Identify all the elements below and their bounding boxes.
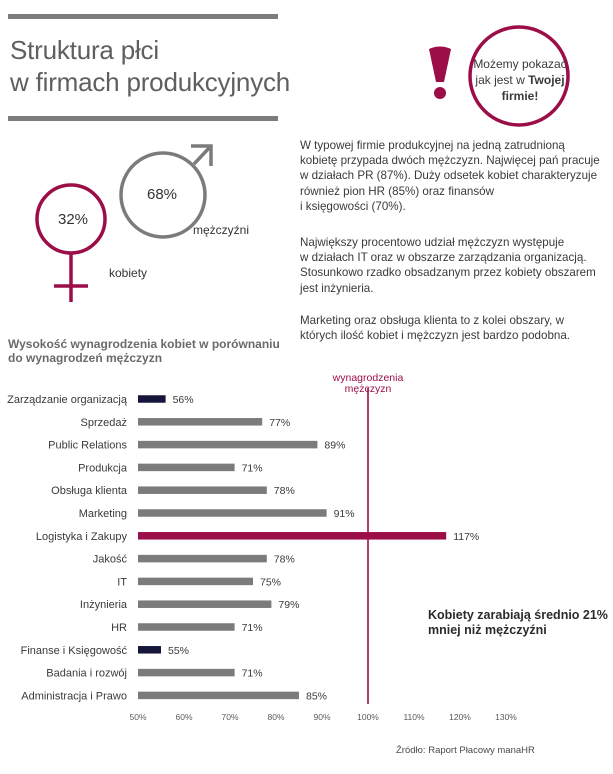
category-label: Inżynieria [79, 599, 127, 612]
category-label: Jakość [92, 553, 127, 566]
chart-heading-line2: do wynagrodzeń mężczyzn [8, 351, 163, 365]
paragraph-3-line: Marketing oraz obsługa klienta to z kolei obszary, w [300, 314, 564, 327]
category-label: Obsługa klienta [51, 485, 127, 498]
paragraph-1-line: i księgowości (70%). [300, 199, 406, 213]
paragraph-3 [300, 313, 600, 343]
bar-value-label: 91% [333, 508, 355, 520]
bar [138, 600, 271, 608]
paragraph-2 [300, 235, 600, 296]
bar [138, 509, 327, 517]
callout-line2-bold: Twojej [528, 73, 565, 87]
bar [138, 623, 235, 631]
callout-line3-bold: firmie! [501, 89, 539, 103]
paragraph-3-line: których ilość kobiet i mężczyzn jest bardzo podobna. [300, 329, 571, 343]
bar-value-label: 78% [273, 553, 295, 566]
category-label: IT [117, 576, 127, 589]
exclamation-icon [426, 47, 454, 100]
bar [138, 555, 267, 563]
category-label: Badania i rozwój [46, 667, 127, 680]
summary-line2: mniej niż mężczyźni [428, 623, 547, 637]
women-label: kobiety [109, 266, 148, 280]
paragraph-1-line: w działach PR (87%). Duży odsetek kobiet charakteryzuje [300, 169, 598, 183]
men-label: mężczyźni [193, 223, 250, 237]
x-tick-label: 60% [175, 712, 193, 722]
paragraph-1-line: W typowej firmie produkcyjnej na jedną zatrudnioną [300, 139, 565, 152]
page-title-line1: Struktura płci [10, 35, 159, 65]
bar-value-label: 56% [172, 394, 194, 406]
bar-value-label: 71% [241, 462, 263, 475]
x-tick-label: 80% [267, 712, 285, 722]
summary-text [428, 608, 608, 638]
category-label: HR [111, 622, 127, 634]
men-percentage: 68% [147, 186, 178, 203]
paragraph-2-line: Stosunkowo rzadko obsadzanym przez kobiety obszarem [300, 266, 596, 280]
x-tick-label: 120% [449, 712, 471, 722]
bar-value-label: 55% [168, 644, 190, 657]
category-label: Public Relations [48, 439, 127, 452]
summary-line1: Kobiety zarabiają średnio 21% [428, 608, 608, 622]
category-label: Logistyka i Zakupy [35, 530, 127, 543]
bar [138, 532, 446, 540]
bar-value-label: 85% [306, 690, 328, 703]
bar [138, 669, 235, 677]
bar-value-label: 71% [241, 622, 263, 634]
bar [138, 395, 166, 403]
bar [138, 464, 235, 472]
callout-line2 [454, 72, 586, 88]
bar-value-label: 117% [453, 530, 480, 543]
bar [138, 692, 299, 700]
bar-value-label: 71% [241, 667, 263, 680]
reference-line-label: mężczyzn [344, 383, 392, 395]
category-label: Sprzedaż [80, 416, 127, 429]
bar-value-label: 78% [273, 485, 295, 498]
women-percentage: 32% [58, 211, 89, 228]
paragraph-1-line: również pion HR (85%) oraz finansów [300, 184, 494, 198]
reference-line-label: wynagrodzenia [332, 372, 404, 384]
x-tick-label: 130% [495, 712, 517, 722]
page-title-line2: w firmach produkcyjnych [10, 67, 291, 97]
callout-text[interactable] [454, 56, 586, 104]
category-label: Zarządzanie organizacją [7, 394, 127, 406]
x-tick-label: 90% [313, 712, 331, 722]
x-tick-label: 50% [129, 712, 147, 722]
category-label: Finanse i Księgowość [20, 644, 127, 657]
source-note: Źródło: Raport Płacowy manaHR [396, 745, 535, 756]
bar [138, 418, 262, 426]
paragraph-1-line: kobietę przypada dwóch mężczyzn. Najwięcej pań pracuje [300, 154, 600, 168]
bar [138, 486, 267, 494]
title-bottom-rule [8, 116, 278, 121]
chart-heading-line1: Wysokość wynagrodzenia kobiet w porównaniu [8, 337, 280, 351]
category-label: Administracja i Prawo [21, 690, 127, 703]
bar-value-label: 77% [269, 416, 291, 429]
bar-value-label: 89% [324, 439, 346, 452]
x-tick-label: 70% [221, 712, 239, 722]
bar-value-label: 75% [260, 576, 282, 589]
x-tick-label: 110% [403, 712, 425, 722]
paragraph-2-line: w działach IT oraz w obszarze zarządzania organizacją. [300, 251, 587, 265]
paragraph-1 [300, 138, 600, 214]
bar [138, 441, 317, 449]
paragraph-2-line: Największy procentowo udział mężczyzn występuje [300, 236, 565, 249]
bar-value-label: 79% [278, 599, 300, 612]
female-symbol-icon [37, 185, 105, 302]
title-top-rule [8, 14, 278, 19]
bar [138, 646, 161, 654]
category-label: Marketing [78, 508, 127, 520]
salary-bar-chart [0, 360, 613, 730]
page-title [10, 34, 290, 98]
x-tick-label: 100% [357, 712, 379, 722]
callout-line1: Możemy pokazać [473, 57, 567, 71]
paragraph-2-line: jest inżynieria. [300, 281, 374, 295]
category-label: Produkcja [78, 462, 127, 475]
bar [138, 578, 253, 586]
callout-line2-text: jak jest w [475, 73, 529, 87]
callout-line3 [454, 88, 586, 104]
